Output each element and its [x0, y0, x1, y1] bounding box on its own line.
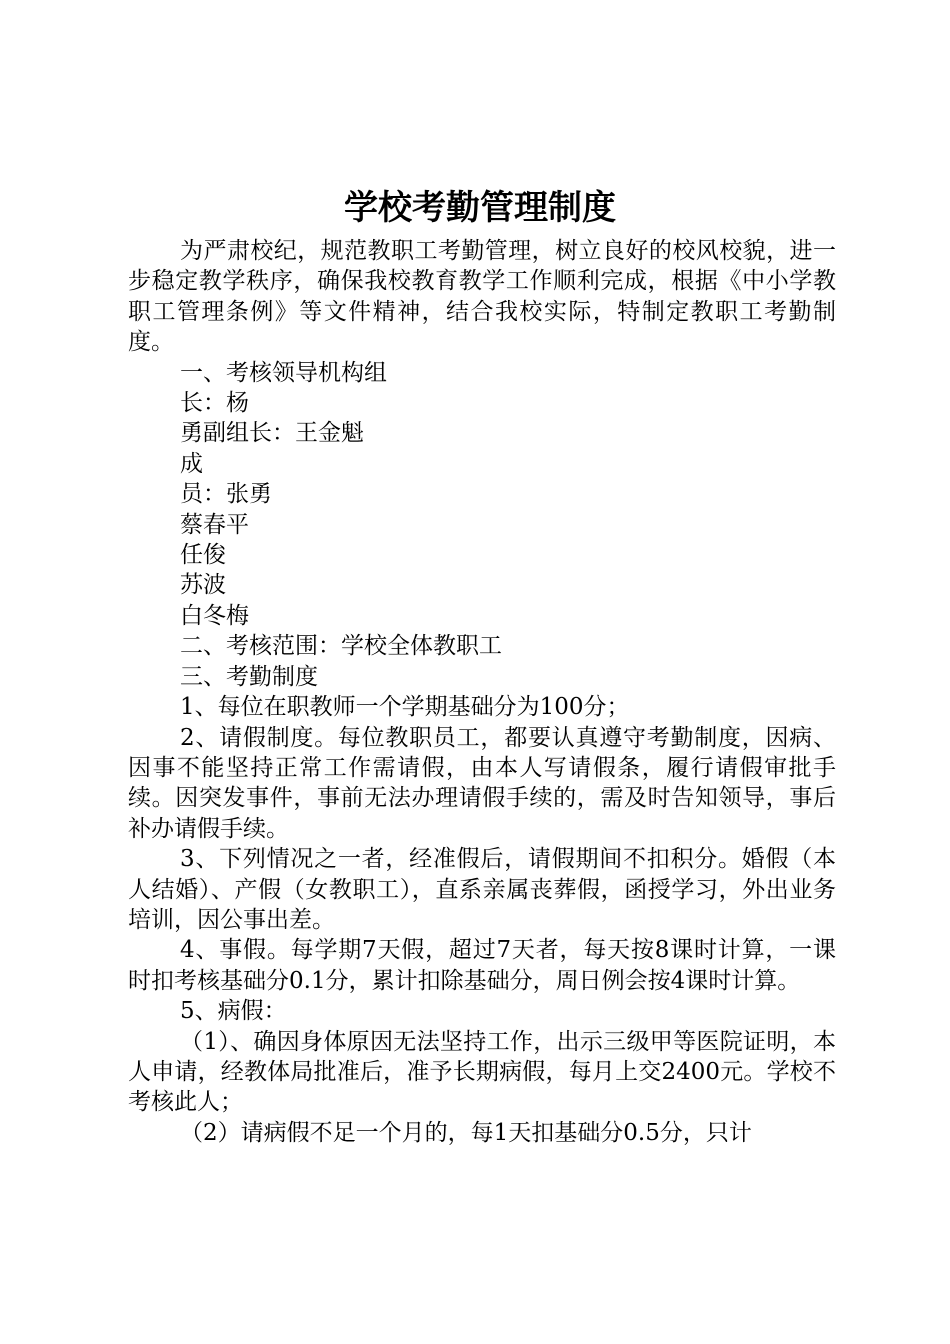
section3-heading: 三、考勤制度 [180, 663, 318, 690]
committee-line: 成 [180, 450, 203, 477]
rule-item-1: 1、每位在职教师一个学期基础分为100分； [180, 694, 630, 721]
document-title: 学校考勤管理制度 [344, 188, 616, 228]
intro-paragraph: 为严肃校纪，规范教职工考勤管理，树立良好的校风校貌，进一步稳定教学秩序，确保我校教育教学工作顺利完成，根据《中小学教职工管理条例》等文件精神，结合我校实际，特制定教职工考勤制度。 [128, 238, 836, 356]
rule-item-2: 2、请假制度。每位教职员工，都要认真遵守考勤制度，因病、因事不能坚持正常工作需请假，由本人写请假条，履行请假审批手续。因突发事件，事前无法办理请假手续的，需及时告知领导，事后补办请假手续。 [128, 724, 836, 842]
rule-item-3: 3、下列情况之一者，经准假后，请假期间不扣积分。婚假（本人结婚）、产假（女教职工），直系亲属丧葬假，函授学习，外出业务培训，因公事出差。 [128, 846, 836, 933]
committee-line: 勇副组长：王金魁 [180, 420, 364, 447]
committee-line: 长：杨 [180, 390, 249, 417]
committee-line: 苏波 [180, 572, 226, 599]
committee-line: 任俊 [180, 542, 226, 569]
rule-item-5-1: （1）、确因身体原因无法坚持工作，出示三级甲等医院证明，本人申请，经教体局批准后，准予长期病假，每月上交2400元。学校不考核此人； [128, 1028, 836, 1116]
rule-item-5: 5、病假： [180, 998, 287, 1025]
committee-line: 蔡春平 [180, 511, 249, 538]
committee-line: 白冬梅 [180, 602, 249, 629]
section2-heading: 二、考核范围：学校全体教职工 [180, 633, 502, 660]
committee-line: 员：张勇 [180, 481, 272, 508]
section1-heading: 一、考核领导机构组 [180, 359, 387, 386]
rule-item-5-2: （2）请病假不足一个月的，每1天扣基础分0.5分，只计 [180, 1119, 752, 1146]
rule-item-4: 4、事假。每学期7天假，超过7天者，每天按8课时计算，一课时扣考核基础分0.1分，累计扣除基础分，周日例会按4课时计算。 [128, 937, 836, 994]
document-body [128, 236, 836, 1148]
